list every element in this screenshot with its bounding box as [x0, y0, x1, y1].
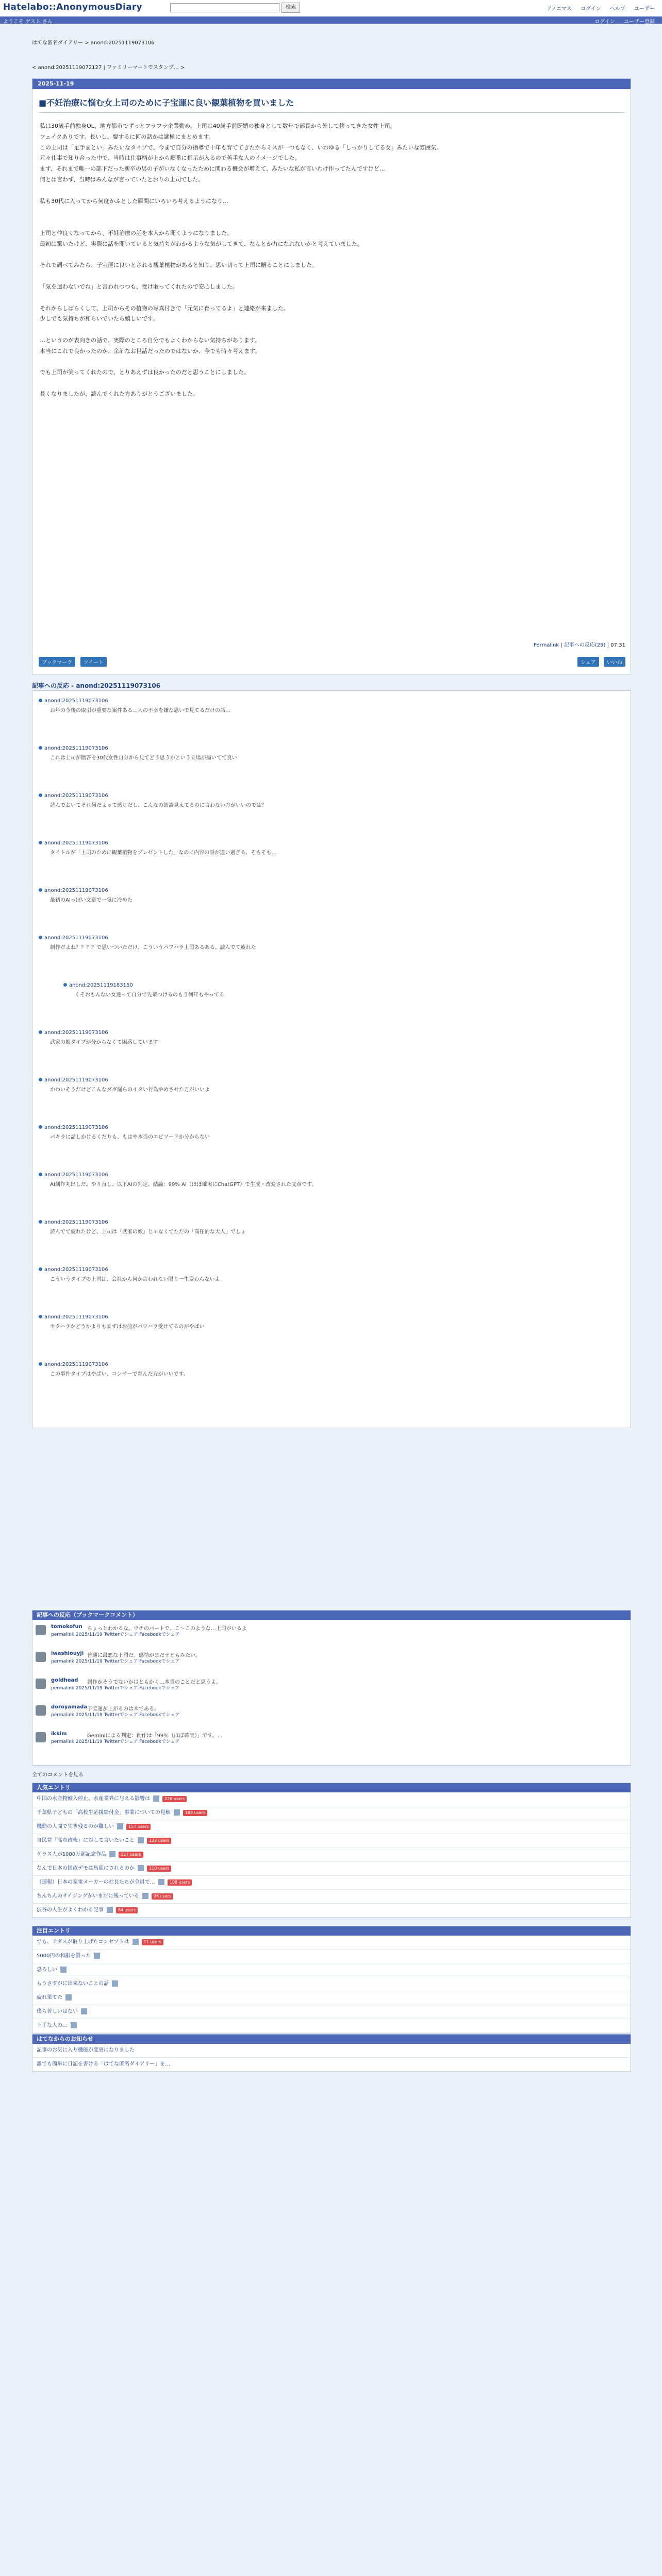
- entry-icon: [133, 1939, 139, 1945]
- reply-bullet-icon: [39, 1362, 42, 1366]
- entry-link[interactable]: 誰でも簡単に日記を書ける「はてな匿名ダイアリー」を…: [37, 2061, 171, 2067]
- entry-link[interactable]: でも、テダスが取り上げたコンセプトは: [37, 1939, 129, 1945]
- bookmark-user[interactable]: tomokofun: [51, 1624, 82, 1630]
- permalink[interactable]: Permalink: [533, 642, 559, 648]
- bookmark-comment: 子宝運が上がるのは木である。: [87, 1706, 159, 1712]
- top-links: [539, 4, 655, 12]
- reply-text: 創作だよね？？？？で思いついただけ。こういうパワハラ上司あるある。読んでて疲れた: [50, 945, 256, 951]
- entry-link[interactable]: ケラス人が1000万部記念作品: [37, 1852, 107, 1857]
- reply-bullet-icon: [39, 1267, 42, 1271]
- entry-icon: [174, 1809, 180, 1816]
- entry-link[interactable]: 疲れ果てた: [37, 1995, 62, 2001]
- reply-bullet-icon: [39, 1030, 42, 1034]
- reply-bullet-icon: [39, 1315, 42, 1318]
- user-count-badge: 157 users: [126, 1824, 151, 1830]
- user-count-badge: 11 users: [142, 1939, 163, 1945]
- popular-row[interactable]: [32, 1904, 631, 1918]
- entry-icon: [94, 1953, 100, 1959]
- post-panel: [32, 78, 631, 674]
- entry-icon: [109, 1851, 115, 1857]
- reply-bullet-icon: [39, 1078, 42, 1081]
- entry-link[interactable]: 下手な人の…: [37, 2023, 68, 2028]
- top-bar: [0, 0, 662, 24]
- popular-row[interactable]: [32, 1862, 631, 1876]
- bookmark-comments: [32, 1610, 631, 1766]
- recent-entries: [32, 1926, 631, 2033]
- like-button[interactable]: いいね: [604, 657, 625, 667]
- entry-link[interactable]: 自民党「高市政権」に対して言いたいこと: [37, 1838, 135, 1843]
- entry-icon: [153, 1795, 159, 1802]
- hatena-row[interactable]: [32, 2058, 631, 2072]
- reply-item: [39, 698, 230, 714]
- reactions-link[interactable]: 記事への反応(29): [564, 642, 606, 648]
- breadcrumb[interactable]: はてな匿名ダイアリー > anond:20251119073106: [32, 40, 155, 46]
- bookmark-comment: 普通に最悪な上司だ。感情がまだ子どもみたい。: [87, 1653, 201, 1658]
- register-link[interactable]: ユーザー登録: [624, 19, 655, 25]
- reply-link[interactable]: anond:20251119073106: [44, 935, 108, 941]
- reply-item: [39, 1077, 210, 1093]
- reply-item: [39, 1362, 189, 1377]
- entry-icon: [81, 2008, 87, 2014]
- bookmark-user[interactable]: iwashiouyji: [51, 1651, 84, 1656]
- entry-link[interactable]: 恐ろしい: [37, 1967, 57, 1973]
- hatena-notices: [32, 2034, 631, 2072]
- reply-link[interactable]: anond:20251119073106: [44, 1030, 108, 1036]
- reply-link[interactable]: anond:20251119073106: [44, 698, 108, 704]
- reply-link[interactable]: anond:20251119073106: [44, 888, 108, 893]
- reply-item: [39, 793, 267, 808]
- reply-item: [39, 888, 133, 903]
- entry-link[interactable]: （速報）日本の家電メーカーの社長たちが全員で…: [37, 1879, 155, 1885]
- recent-row[interactable]: [32, 1950, 631, 1963]
- popular-entries: [32, 1783, 631, 1918]
- bookmark-comments-title: 記事への反応（ブックマークコメント）: [32, 1611, 631, 1620]
- reply-item: [39, 1172, 317, 1188]
- entry-link[interactable]: 僕ら苦しいはない: [37, 2009, 78, 2014]
- reply-item: [39, 840, 276, 856]
- reply-text: セクハラかどうかよりもまずはお前がパワハラ受けてるのがやばい: [50, 1324, 205, 1330]
- entry-link[interactable]: 千葉県子どもの「高校生応援給付金」事業についての見解: [37, 1810, 171, 1816]
- reply-text: この事件タイプはやばい、コンサーで育んだ方がいいです。: [50, 1371, 189, 1377]
- tweet-button[interactable]: ツイート: [80, 657, 107, 667]
- entry-link[interactable]: ちんちんのサイジングがいまだに残っている: [37, 1893, 139, 1899]
- bookmark-user[interactable]: doroyamada: [51, 1704, 88, 1710]
- reply-text: AI創作丸出しだ。やり直し、以下AIの判定。結論：99% AI（ほぼ確実にChatGPT）で生成・改変された文章です。: [50, 1182, 317, 1188]
- hatena-row[interactable]: [32, 2044, 631, 2058]
- user-count-badge: 64 users: [116, 1907, 138, 1913]
- reply-bullet-icon: [39, 1173, 42, 1176]
- popular-row[interactable]: [32, 1806, 631, 1820]
- reply-link[interactable]: anond:20251119073106: [44, 1314, 108, 1320]
- reply-link[interactable]: anond:20251119073106: [44, 1172, 108, 1178]
- entry-icon: [65, 1994, 72, 2001]
- reply-item: [39, 745, 237, 761]
- hatena-title: はてなからのお知らせ: [32, 2035, 631, 2044]
- reply-link[interactable]: anond:20251119073106: [44, 793, 108, 799]
- reply-text: 最初のAIっぽい文章で一気に冷めた: [50, 897, 133, 903]
- share-right: [574, 657, 625, 667]
- recent-row[interactable]: [32, 2019, 631, 2033]
- entry-icon: [117, 1823, 123, 1829]
- recent-row[interactable]: [32, 1936, 631, 1950]
- reply-bullet-icon: [39, 793, 42, 797]
- entry-icon: [112, 1980, 118, 1987]
- reply-text: 読んでおいてそれ何だよって感じだし、こんなの結論見えてるのに言わない方がいいのでは？: [50, 803, 267, 808]
- reply-text: 武家の娘タイプが分からなくて困惑しています: [50, 1040, 158, 1045]
- entry-icon: [138, 1865, 144, 1871]
- user-count-badge: 110 users: [147, 1866, 171, 1872]
- entry-icon: [107, 1907, 113, 1913]
- entry-link[interactable]: 記事のお気に入り機能が変更になりました: [37, 2047, 135, 2053]
- reply-item: [39, 1314, 204, 1330]
- popular-row[interactable]: [32, 1890, 631, 1904]
- reply-text: こういうタイプの上司は、会社から何か言われない限り一生変わらないよ: [50, 1277, 220, 1282]
- avatar[interactable]: [36, 1732, 46, 1742]
- reply-link[interactable]: anond:20251119073106: [44, 1267, 108, 1273]
- bookmark-meta[interactable]: permalink 2025/11/19 Twitterでシェア Facebookでシェア: [51, 1659, 180, 1664]
- recent-title: 注目エントリ: [32, 1926, 631, 1936]
- popular-title: 人気エントリ: [32, 1783, 631, 1792]
- bookmark-user[interactable]: ikkim: [51, 1731, 67, 1737]
- share-button[interactable]: シェア: [577, 657, 599, 667]
- bookmark-meta[interactable]: permalink 2025/11/19 Twitterでシェア Facebookでシェア: [51, 1739, 180, 1744]
- entry-icon: [71, 2022, 77, 2028]
- avatar[interactable]: [36, 1625, 46, 1635]
- reply-item: [39, 1219, 246, 1235]
- user-count-badge: 226 users: [162, 1796, 187, 1802]
- post-footer: Permalink | 記事への反応(29) | 07:31: [533, 642, 625, 648]
- user-count-badge: 108 users: [168, 1879, 192, 1886]
- reply-link[interactable]: anond:20251119073106: [44, 745, 108, 751]
- post-time: 07:31: [610, 642, 625, 648]
- entry-link[interactable]: 渋谷の人生がよくわかる記事: [37, 1907, 104, 1913]
- recent-row[interactable]: [32, 1963, 631, 1977]
- entry-icon: [142, 1893, 148, 1899]
- reply-bullet-icon: [39, 841, 42, 844]
- reply-bullet-icon: [39, 1220, 42, 1224]
- reply-text: お年の今後の取引が重要な案件ある…人の不幸を嫌な思いで見てるだけの話…: [50, 708, 230, 714]
- reply-item: [63, 982, 224, 998]
- reply-text: 読んでて疲れたけど、上司は「武家の娘」じゃなくてただの「高圧的な大人」でしょ: [50, 1229, 246, 1235]
- top-link-help[interactable]: ヘルプ: [609, 6, 625, 12]
- entry-link[interactable]: 中国の水産物輸入停止、水産業界に与える影響は: [37, 1796, 150, 1802]
- entry-link[interactable]: 機動の人間で生き残るのが難しい: [37, 1824, 114, 1829]
- popular-row[interactable]: [32, 1834, 631, 1848]
- reply-text: タイトルが「上司のために観葉植物をプレゼントした」なのに内容の話が違い過ぎる、そもそも…: [50, 850, 277, 856]
- reply-link[interactable]: anond:20251119073106: [44, 1219, 108, 1225]
- search-button[interactable]: 検索: [282, 3, 300, 13]
- recent-row[interactable]: [32, 2005, 631, 2019]
- reply-bullet-icon: [39, 936, 42, 939]
- popular-row[interactable]: [32, 1820, 631, 1834]
- bookmark-meta[interactable]: permalink 2025/11/19 Twitterでシェア Facebookでシェア: [51, 1632, 180, 1637]
- sub-bar: [0, 16, 662, 24]
- reply-bullet-icon: [39, 1125, 42, 1129]
- reply-bullet-icon: [39, 699, 42, 702]
- welcome-text: ようこそ ゲスト さん: [3, 19, 53, 25]
- reply-item: [39, 1267, 220, 1282]
- reply-item: [39, 1125, 210, 1140]
- popular-row[interactable]: [32, 1876, 631, 1890]
- login-link[interactable]: ログイン: [594, 19, 615, 25]
- user-count-badge: 127 users: [119, 1852, 143, 1858]
- top-link-anonymous[interactable]: アノニマス: [547, 6, 572, 12]
- entry-link[interactable]: もうさすがに出来ないことの話: [37, 1981, 109, 1987]
- user-count-badge: 96 users: [152, 1893, 173, 1900]
- reply-link[interactable]: anond:20251119073106: [44, 1077, 108, 1083]
- popular-row[interactable]: [32, 1848, 631, 1862]
- recent-row[interactable]: [32, 1991, 631, 2005]
- bookmark-comment: 創作かそうでないかはともかく…本当のことだと思うよ。: [87, 1680, 221, 1685]
- reply-text: これは上司が贈答を30代女性自分から見てどう思うかという立場が描いてて良い: [50, 755, 237, 761]
- user-count-badge: 183 users: [183, 1810, 207, 1816]
- reply-item: [39, 935, 256, 951]
- search-input[interactable]: [170, 3, 279, 12]
- entry-icon: [158, 1879, 164, 1885]
- reply-bullet-icon: [39, 746, 42, 750]
- bookmark-comment: ちょっとわかるな。ウチのパートで、こ〜このような…上司がいるよ: [87, 1626, 247, 1632]
- reply-link[interactable]: anond:20251119073106: [44, 840, 108, 846]
- reply-item: [39, 1030, 158, 1045]
- bookmark-user[interactable]: goldhead: [51, 1677, 78, 1683]
- reply-text: かわいそうだけどこんなダダ漏らのイタい行為やめさせた方がいいよ: [50, 1087, 210, 1093]
- post-body: 私は30歳手前独身OL、地方都市でずっとフラフラ企業勤め。上司は40歳手前既婚の独身として数年で部長から外して移ってきた女性上司。 フェイクありです。長いし、要するに何の話かは謎極にまとめます。 この上司は「足手まとい」みたいなタイプで、今まで自分の指導で十年も育ててきたからミスが一つもなく、いわゆる「しっかりしてる女」みたいな雰囲気。 元々仕事で知り合った中で、当時は仕事柄が上から順番に指示が入るので苦手な人のイメージでした。 まず、それまで唯一の部下だった新卒の男の子がいなくなったために関わる機会が増えて、みたいな私が言いわけ作ってたんですけど… 何とは言わず、当時はみんなが言っていたとおりの上司でした。 私も30代に入ってから何度かふとした瞬間にいろいろ考えるようになり… 上司と仲良くなってから、不妊治療の話を本人から聞くようになりました。 最初は驚いたけど、実際に話を聞いていると気持ちがわかるような気がしてきて、なんとか力になれないかと考えていました。 それで調べてみたら、子宝運に良いとされる観葉植物があると知り、思い切って上司に贈ることにしました。 「気を遣わないでね」と言われつつも、受け取ってくれたので安心しました。 それからしばらくして、上司からその植物の写真付きで「元気に育ってるよ」と連絡が来ました。 少しでも気持ちが和らいでいたら嬉しいです。 …というのが表向きの話で、実際のところ自分でもよくわからない気持ちがあります。 本当にこれで良かったのか、余計なお世話だったのではないか、今でも時々考えます。 でも上司が笑ってくれたので、とりあえずは良かったのだと思うことにしました。 長くなりましたが、読んでくれた方ありがとうございました。: [40, 123, 442, 397]
- reply-link[interactable]: anond:20251119183150: [69, 982, 133, 988]
- entry-link[interactable]: なんで日本の国政デモは馬鹿にされるのか: [37, 1866, 135, 1871]
- bookmark-button[interactable]: ブックマーク: [39, 657, 75, 667]
- reply-bullet-icon: [63, 983, 67, 987]
- user-count-badge: 133 users: [147, 1838, 171, 1844]
- site-logo[interactable]: Hatelabo::AnonymousDiary: [3, 2, 142, 12]
- recent-row[interactable]: [32, 1977, 631, 1991]
- reply-text: パキラに話しかけるくだりも、もはや本当のエピソードか分からない: [50, 1134, 210, 1140]
- all-comments-link[interactable]: 全てのコメントを見る: [32, 1772, 84, 1778]
- avatar[interactable]: [36, 1705, 46, 1716]
- bookmark-meta[interactable]: permalink 2025/11/19 Twitterでシェア Facebookでシェア: [51, 1686, 180, 1691]
- reply-bullet-icon: [39, 888, 42, 892]
- replies-panel: [32, 690, 631, 1428]
- replies-title: 記事への反応 - anond:20251119073106: [32, 682, 161, 689]
- entry-icon: [60, 1967, 67, 1973]
- bookmark-comment: Geminiによる判定：創作は「99％（ほぼ確実）」です。…: [87, 1733, 223, 1739]
- popular-row[interactable]: [32, 1792, 631, 1806]
- entry-link[interactable]: 5000円の和服を買った: [37, 1953, 91, 1959]
- post-date: 2025-11-19: [32, 79, 631, 89]
- bookmark-meta[interactable]: permalink 2025/11/19 Twitterでシェア Facebookでシェア: [51, 1713, 180, 1718]
- reply-link[interactable]: anond:20251119073106: [44, 1125, 108, 1130]
- avatar[interactable]: [36, 1652, 46, 1662]
- entry-icon: [138, 1837, 144, 1843]
- reply-text: くそおもんない女達って自分で先輩つけるのもう何年もやってる: [75, 992, 224, 998]
- share-left: [39, 657, 110, 667]
- reply-link[interactable]: anond:20251119073106: [44, 1362, 108, 1367]
- top-link-login[interactable]: ログイン: [581, 6, 601, 12]
- top-link-user[interactable]: ユーザー: [634, 6, 655, 12]
- post-title[interactable]: ■不妊治療に悩む女上司のために子宝運に良い観葉植物を買いました: [39, 96, 624, 113]
- avatar[interactable]: [36, 1679, 46, 1689]
- post-navigation[interactable]: < anond:20251119072127 | ファミリーマートでスタンプ… >: [32, 65, 185, 71]
